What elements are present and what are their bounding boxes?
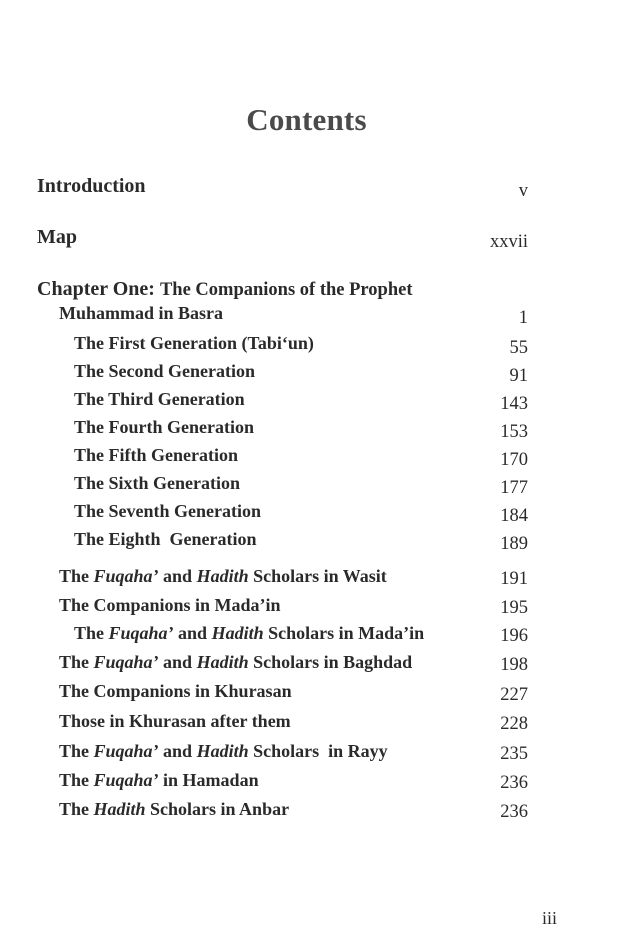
text-part: The — [59, 741, 94, 761]
text-part: Scholars in Rayy — [248, 741, 388, 761]
italic-term: Hadith — [211, 623, 264, 643]
page-folio: iii — [541, 908, 557, 928]
toc-entry-anbar — [59, 799, 289, 820]
toc-entry-hamadan — [59, 770, 259, 791]
text-part: Scholars in Anbar — [145, 799, 290, 819]
toc-page-khurasan-after: 228 — [500, 714, 528, 734]
text-part: The — [59, 566, 94, 586]
text-part: and — [173, 623, 212, 643]
toc-page-introduction: v — [518, 181, 528, 201]
toc-page-rayy: 235 — [500, 744, 528, 764]
text-part: and — [158, 566, 197, 586]
italic-term: Hadith — [196, 566, 249, 586]
text-part: The — [59, 770, 94, 790]
toc-entry-wasit — [59, 566, 387, 587]
toc-entry-sixth-generation: The Sixth Generation — [74, 473, 241, 493]
toc-page-third-generation: 143 — [500, 394, 528, 414]
toc-page-sixth-generation: 177 — [500, 478, 528, 498]
toc-page-anbar: 236 — [500, 802, 528, 822]
italic-term: Fuqaha’ — [93, 566, 159, 586]
toc-page-hamadan: 236 — [500, 773, 528, 793]
text-part: Scholars in Baghdad — [248, 652, 413, 672]
toc-entry-companions-khurasan: The Companions in Khurasan — [59, 681, 292, 701]
toc-page-seventh-generation: 184 — [500, 506, 528, 526]
toc-page-second-generation: 91 — [509, 366, 528, 386]
toc-page-madain-scholars: 196 — [500, 626, 528, 646]
toc-page-companions-khurasan: 227 — [500, 685, 528, 705]
text-part: in Hamadan — [158, 770, 259, 790]
italic-term: Fuqaha’ — [93, 741, 159, 761]
toc-chapter-one — [37, 278, 412, 301]
toc-entry-khurasan-after: Those in Khurasan after them — [59, 711, 291, 731]
text-part: The — [74, 623, 109, 643]
italic-term: Hadith — [93, 799, 146, 819]
chapter-label: Chapter One: — [37, 278, 155, 300]
toc-entry-second-generation: The Second Generation — [74, 361, 256, 381]
toc-entry-seventh-generation: The Seventh Generation — [74, 501, 261, 521]
toc-entry-map: Map — [37, 226, 77, 248]
toc-page-wasit: 191 — [500, 569, 528, 589]
toc-entry-third-generation: The Third Generation — [74, 389, 245, 409]
toc-entry-baghdad — [59, 652, 412, 673]
toc-entry-fifth-generation: The Fifth Generation — [74, 445, 238, 465]
toc-entry-madain-scholars — [74, 623, 424, 644]
toc-page-companions-madain: 195 — [500, 598, 528, 618]
italic-term: Hadith — [196, 652, 249, 672]
toc-entry-first-generation: The First Generation (Tabi‘un) — [74, 333, 314, 353]
toc-page-first-generation: 55 — [509, 338, 528, 358]
italic-term: Fuqaha’ — [108, 623, 174, 643]
italic-term: Fuqaha’ — [93, 652, 159, 672]
page-heading: Contents — [246, 102, 367, 137]
toc-page-baghdad: 198 — [500, 655, 528, 675]
toc-page-chapter-one: 1 — [518, 308, 528, 328]
toc-page-eighth-generation: 189 — [500, 534, 528, 554]
chapter-title-line1: The Companions of the Prophet — [159, 280, 413, 300]
toc-page-map: xxvii — [489, 232, 528, 252]
toc-entry-eighth-generation: The Eighth Generation — [74, 529, 257, 549]
toc-page-fourth-generation: 153 — [500, 422, 528, 442]
text-part: The — [59, 652, 94, 672]
toc-entry-companions-madain: The Companions in Mada’in — [59, 595, 281, 615]
italic-term: Fuqaha’ — [93, 770, 159, 790]
toc-entry-introduction: Introduction — [37, 175, 146, 197]
toc-page-fifth-generation: 170 — [500, 450, 528, 470]
italic-term: Hadith — [196, 741, 249, 761]
chapter-title-line2: Muhammad in Basra — [59, 303, 224, 323]
text-part: Scholars in Wasit — [248, 566, 387, 586]
text-part: Scholars in Mada’in — [263, 623, 425, 643]
toc-entry-fourth-generation: The Fourth Generation — [74, 417, 254, 437]
text-part: and — [158, 741, 197, 761]
text-part: and — [158, 652, 197, 672]
toc-entry-rayy — [59, 741, 388, 762]
text-part: The — [59, 799, 94, 819]
